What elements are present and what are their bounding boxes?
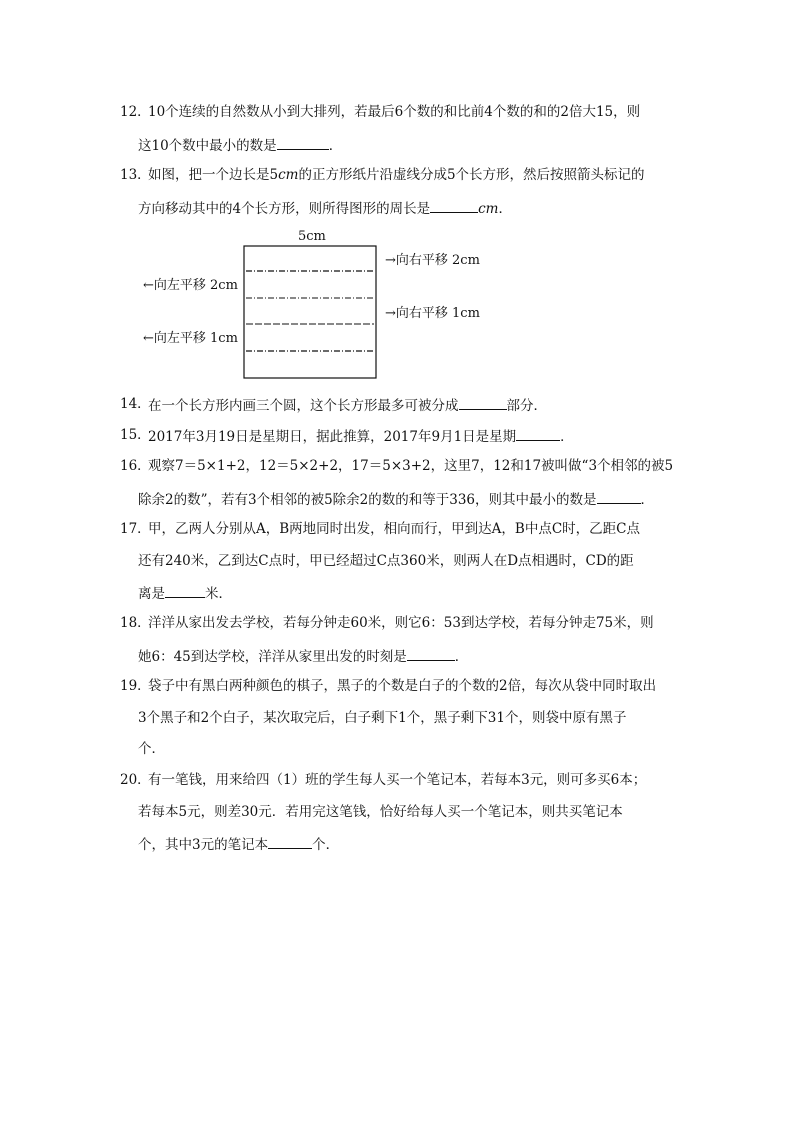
question-12-text: 这10个数中最小的数是 <box>138 138 277 154</box>
question-12-line-1: 10个连续的自然数从小到大排列，若最后6个数的和比前4个数的和的2倍大15，则 <box>148 104 641 120</box>
figure-side-label: 5cm <box>298 229 326 244</box>
question-18-text: 她6：45到达学校，洋洋从家里出发的时刻是 <box>138 649 407 665</box>
answer-blank-20[interactable] <box>268 834 312 849</box>
question-17-text: 离是 <box>138 586 165 602</box>
square-outline <box>244 246 376 378</box>
question-18-number: 18． <box>120 615 151 631</box>
question-16-text: 除余2的数”，若有3个相邻的被5除余2的数的和等于336，则其中最小的数是 <box>138 492 597 508</box>
question-20-text: 个，其中3元的笔记本 <box>138 837 269 853</box>
arrow-label-left-2cm: ←向左平移 2cm <box>143 278 238 293</box>
question-13-text-a: 如图，把一个边长是5 <box>148 167 279 183</box>
question-13-end: ． <box>498 201 512 217</box>
question-14-number: 14． <box>120 396 151 412</box>
question-17-line-1: 甲，乙两人分别从A，B两地同时出发，相向而行，甲到达A，B中点C时，乙距C点 <box>148 521 640 537</box>
question-15-number: 15． <box>120 427 151 443</box>
answer-blank-13[interactable] <box>430 198 478 213</box>
arrow-label-right-2cm: →向右平移 2cm <box>385 253 480 268</box>
question-12-end: ． <box>328 138 343 154</box>
answer-blank-18[interactable] <box>407 646 455 661</box>
question-17-number: 17． <box>120 521 151 537</box>
question-20-end: 个． <box>312 837 340 853</box>
question-17-line-2: 还有240米，乙到达C点时，甲已经超过C点360米，则两人在D点相遇时，CD的距 <box>138 553 634 569</box>
question-19-number: 19． <box>120 678 151 694</box>
question-16-number: 16． <box>120 458 151 474</box>
question-14-line-1 <box>148 395 547 415</box>
question-19-line-2: 3个黑子和2个白子，某次取完后，白子剩下1个，黑子剩下31个，则袋中原有黑子 <box>138 710 627 726</box>
unit-cm: cm <box>278 167 299 183</box>
question-20-line-3 <box>138 834 339 854</box>
question-16-line-1: 观察7＝5×1+2，12＝5×2+2，17＝5×3+2，这里7，12和17被叫做“3个相邻的被5 <box>148 458 674 474</box>
question-18-line-2 <box>138 646 468 666</box>
question-20-line-1: 有一笔钱，用来给四（1）班的学生每人买一个笔记本，若每本3元，则可多买6本； <box>148 772 647 788</box>
question-13-text-c: 方向移动其中的4个长方形，则所得图形的周长是 <box>138 201 431 217</box>
question-12-number: 12． <box>120 104 151 120</box>
question-16-end: ． <box>640 492 655 508</box>
question-19-line-3: 个． <box>138 741 165 757</box>
question-17-end: 米． <box>205 586 232 602</box>
unit-cm-2: cm <box>478 201 499 217</box>
answer-blank-17[interactable] <box>165 583 205 598</box>
answer-blank-12[interactable] <box>277 135 329 150</box>
question-18-line-1: 洋洋从家出发去学校，若每分钟走60米，则它6：53到达学校，若每分钟走75米，则 <box>148 615 654 631</box>
answer-blank-15[interactable] <box>516 426 560 441</box>
arrow-label-right-1cm: →向右平移 1cm <box>385 306 480 321</box>
question-19-line-1: 袋子中有黑白两种颜色的棋子，黑子的个数是白子的个数的2倍，每次从袋中同时取出 <box>148 678 657 694</box>
arrow-label-left-1cm: ←向左平移 1cm <box>143 331 238 346</box>
question-13-number: 13． <box>120 167 151 183</box>
question-12-line-2 <box>138 135 342 155</box>
question-13-text-b: 的正方形纸片沿虚线分成5个长方形，然后按照箭头标记的 <box>298 167 645 183</box>
question-15-line-1 <box>148 426 574 446</box>
question-15-text: 2017年3月19日是星期日，据此推算，2017年9月1日是星期 <box>148 429 517 445</box>
question-16-line-2 <box>138 489 654 509</box>
question-14-end: 部分． <box>506 398 547 414</box>
question-20-number: 20． <box>120 772 151 788</box>
question-14-text: 在一个长方形内画三个圆，这个长方形最多可被分成 <box>148 398 459 414</box>
question-18-end: ． <box>454 649 469 665</box>
answer-blank-16[interactable] <box>597 489 641 504</box>
question-13-line-2 <box>138 198 512 218</box>
question-15-end: ． <box>560 429 574 445</box>
question-20-line-2: 若每本5元，则差30元．若用完这笔钱，恰好给每人买一个笔记本，则共买笔记本 <box>138 804 623 820</box>
question-17-line-3 <box>138 583 232 603</box>
question-13-line-1 <box>148 166 645 184</box>
answer-blank-14[interactable] <box>459 395 507 410</box>
